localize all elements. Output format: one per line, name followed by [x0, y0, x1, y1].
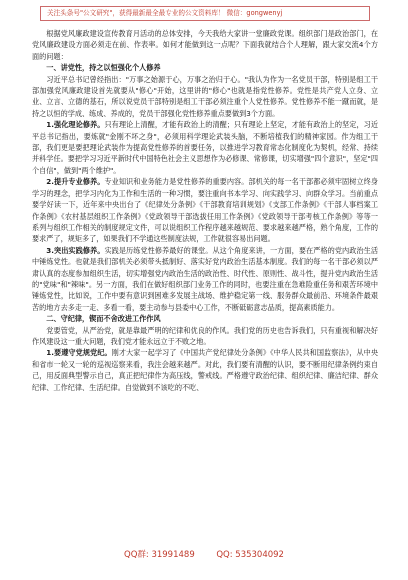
subsection-lead: 2.提升专业修养。: [46, 177, 105, 187]
subsection-lead: 3.突出实践修养。: [46, 245, 105, 255]
subsection-text: 实践是历练党性修养最好的课堂。从这个角度来讲，一方面，要在严格的党内政治生活中锤炼党性。也就是我们部机关必须带头抵制好、落实好党内政治生活基本制度。我们的每一名干部必须以严肃认真的态度参加组织生活，切实增强党内政治生活的政治性、时代性、原则性、战斗性，提升党内政治生活的"党味"和"辣味"。另一方面，我们在做好组织部门业务工作的同时，也要注重在急难险重任务和艰苦环境中锤炼党性，比如说，工作中要有意识到困难多发展主战场、维护稳定第一线、服务群众最前沿、环境条件最艰苦的地方去多走一走、多看一看，要主动参与县委中心工作，不断砥砺意志品质，提高素质能力。: [32, 245, 378, 312]
document-body: [32, 28, 378, 393]
paragraph: 根据党风廉政建设宣传教育月活动的总体安排，今天我给大家讲一堂廉政党课。组织部门是政治部门，在党风廉政建设方面必须走在前、作表率。如何才能做到这一点呢？下面我就结合个人理解，跟大家交流4个方面的问题：: [32, 29, 378, 61]
subsection-paragraph: [32, 176, 378, 244]
subsection-text: 刚才大家一起学习了《中国共产党纪律处分条例》《中华人民共和国监察法》，从中央和省市一轮又一轮的巡视巡察来看，我注会越来越严。对此，我们要有清醒的认识，要不断用纪律条例约束自己，用反面典型警示自己，真正把纪律作为高压线，警戒线。严格遵守政治纪律、组织纪律、廉洁纪律、群众纪律、工作纪律、生活纪律。自觉做到不该吃的不吃、: [32, 348, 378, 392]
paragraph: 党要管党，从严治党，就是靠最严明的纪律和优良的作风。我们党的历史也告诉我们，只有重视和解决好作风建设这一重大问题，我们党才能永远立于不败之地。: [32, 325, 378, 346]
subsection-paragraph: [32, 119, 378, 176]
subsection-paragraph: [32, 245, 378, 313]
subsection-lead: 1.强化理论修养。: [46, 120, 105, 130]
footer-contact: QQ群: 31991489 QQ: 535304092: [124, 550, 284, 560]
header-banner: 关注头条号"公文研究"，获得最新最全最专业的公文资料库！ 微信：gongwenyj: [40, 6, 370, 21]
subsection-text: 只有理论上清醒，才能有政治上的清醒；只有理论上坚定，才能有政治上的坚定，习近平总书记指出，要炼就"金刚不坏之身"，必须用科学理论武装头脑，不断培植我们的精神家园。作为组工干部，我们更是要把理论武装作为提高党性修养的首要任务，以推进学习教育常态化制度化为契机，经常、持续并科学任。要把学习习近平新时代中国特色社会主义思想作为必修课、常修课，切实增强"四个意识"，坚定"四个自信"，做到"两个维护"。: [32, 120, 378, 175]
subsection-text: 专业知识和业务能力是党性修养的重要内容。部机关的每一名干部都必须牢固树立终身学习的理念，把学习内化为工作和生活的一种习惯，要注重向书本学习、向实践学习、向群众学习。当前重点要学好读一下，近年来中央出台了《纪律处分条例》《干部教育培训规划》《支部工作条例》《干部人事档案工作条例》《农村基层组织工作条例》《党政领导干部选拔任用工作条例》《党政领导干部考核工作条例》等等一系列与组织工作相关的制度规定文件，可以说组织工作程序越来越规范、要求越来越严格，熟个角度，工作的要求严了，规矩多了，如果我们不学通这些制度法规，工作就很容易出问题。: [32, 177, 378, 244]
paragraph: 习近平总书记曾经指出："万事之始源于心，万事之治归于心。"我认为作为一名党员干部，特别是组工干部加强党风廉政建设首先就要从"修心"开始，这里讲的"修心"也就是指党性修养。党性是共产党人立身、立业、立言、立德的基石，所以说党员干部特别是组工干部必须注重个人党性修养。党性修养不能一蹴而就，是持之以恒的学成、练成、养成的，党员干部强化党性修养重点要做到3个方面。: [32, 74, 378, 118]
section-heading: 一、讲党性，持之以恒强化个人修养: [46, 63, 161, 73]
subsection-paragraph: [32, 347, 378, 393]
section-heading: 二、守纪律，锲而不舍改进工作作风: [46, 314, 161, 324]
subsection-lead: 1.要遵守党规党纪。: [46, 348, 112, 358]
